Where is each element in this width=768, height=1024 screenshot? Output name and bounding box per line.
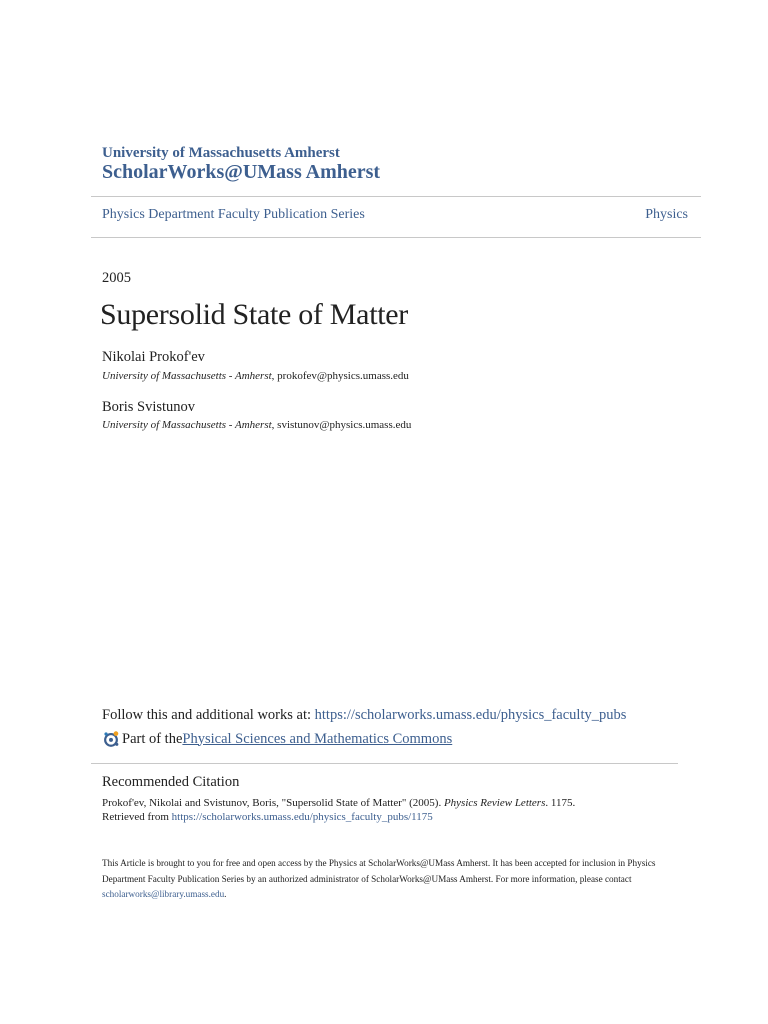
citation-line [102,796,575,810]
author-affiliation [102,370,409,382]
publication-year: 2005 [102,270,131,286]
citation-url-link[interactable]: https://scholarworks.umass.edu/physics_faculty_pubs/1175 [171,811,433,823]
author-name: Nikolai Prokof'ev [102,349,205,365]
affiliation-text: University of Massachusetts - Amherst [102,419,272,431]
notice-end: . [224,889,227,899]
citation-body [102,796,575,824]
notice-text: This Article is brought to you for free and open access by the Physics at ScholarWorks@UMass Amherst. It has been accepted for inclusion in Physics Department Faculty Publication Series by an authorized administrator of ScholarWorks@UMass Amherst. For more information, please contact [102,858,656,884]
department-link[interactable]: Physics [645,207,688,222]
author-email: , prokofev@physics.umass.edu [271,370,409,382]
citation-heading: Recommended Citation [102,774,240,790]
citation-authors: Prokof'ev, Nikolai and Svistunov, Boris, "Supersolid State of Matter" (2005). [102,797,444,809]
author-name: Boris Svistunov [102,399,196,415]
part-of-line [102,730,452,748]
commons-network-icon [102,730,120,748]
citation-journal: Physics Review Letters [443,797,546,809]
series-divider [91,237,701,238]
top-divider [91,196,701,197]
retrieved-prefix: Retrieved from [102,811,172,823]
citation-divider [91,763,678,764]
author-email: , svistunov@physics.umass.edu [271,419,412,431]
affiliation-text: University of Massachusetts - Amherst [102,370,272,382]
part-of-prefix: Part of the [122,730,183,747]
citation-suffix: . 1175. [545,797,576,809]
commons-link[interactable]: Physical Sciences and Mathematics Commons [182,730,453,747]
series-link[interactable]: Physics Department Faculty Publication Series [102,207,365,222]
retrieved-line [102,810,575,824]
contact-email-link[interactable]: scholarworks@library.umass.edu [102,889,225,899]
repository-name[interactable]: ScholarWorks@UMass Amherst [102,161,381,183]
follow-url-link[interactable]: https://scholarworks.umass.edu/physics_faculty_pubs [314,707,627,723]
article-title: Supersolid State of Matter [100,298,408,331]
access-notice [102,856,672,903]
follow-prefix: Follow this and additional works at: [102,707,315,723]
follow-line [102,707,626,724]
author-affiliation [102,419,411,431]
institution-name[interactable]: University of Massachusetts Amherst [102,145,340,161]
